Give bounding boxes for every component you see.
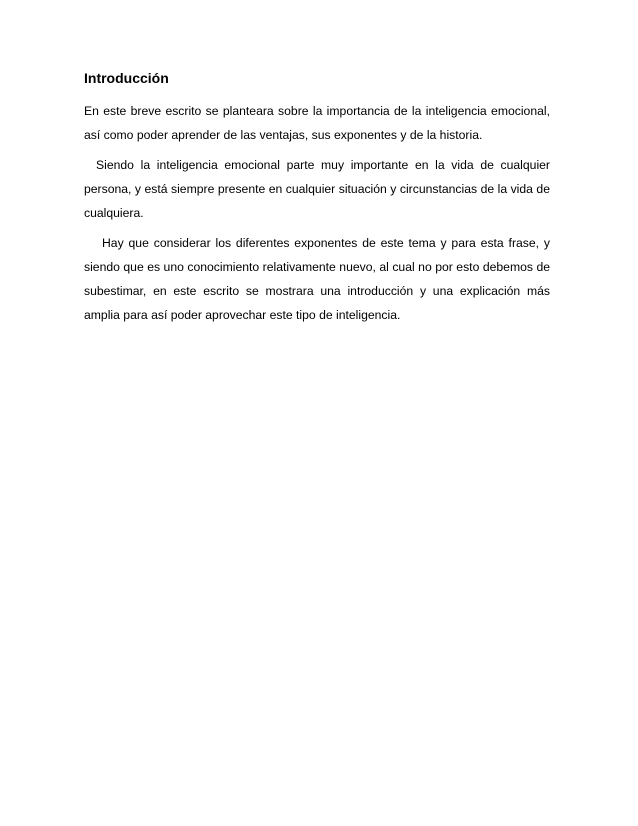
paragraph-3: Hay que considerar los diferentes exponentes de este tema y para esta frase, y siendo que es uno conocimiento relativamente nuevo, al cual no por esto debemos de subestimar, en este escrito se mostrara una introducción y una explicación más amplia para así poder aprovechar este tipo de inteligencia. xyxy=(84,236,550,322)
document-title: Introducción xyxy=(84,70,169,86)
document-body xyxy=(84,69,550,333)
paragraph-1: En este breve escrito se planteara sobre la importancia de la inteligencia emocional, así como poder aprender de las ventajas, sus exponentes y de la historia. xyxy=(84,104,550,142)
paragraph-2: Siendo la inteligencia emocional parte muy importante en la vida de cualquier persona, y está siempre presente en cualquier situación y circunstancias de la vida de cualquiera. xyxy=(84,158,550,220)
